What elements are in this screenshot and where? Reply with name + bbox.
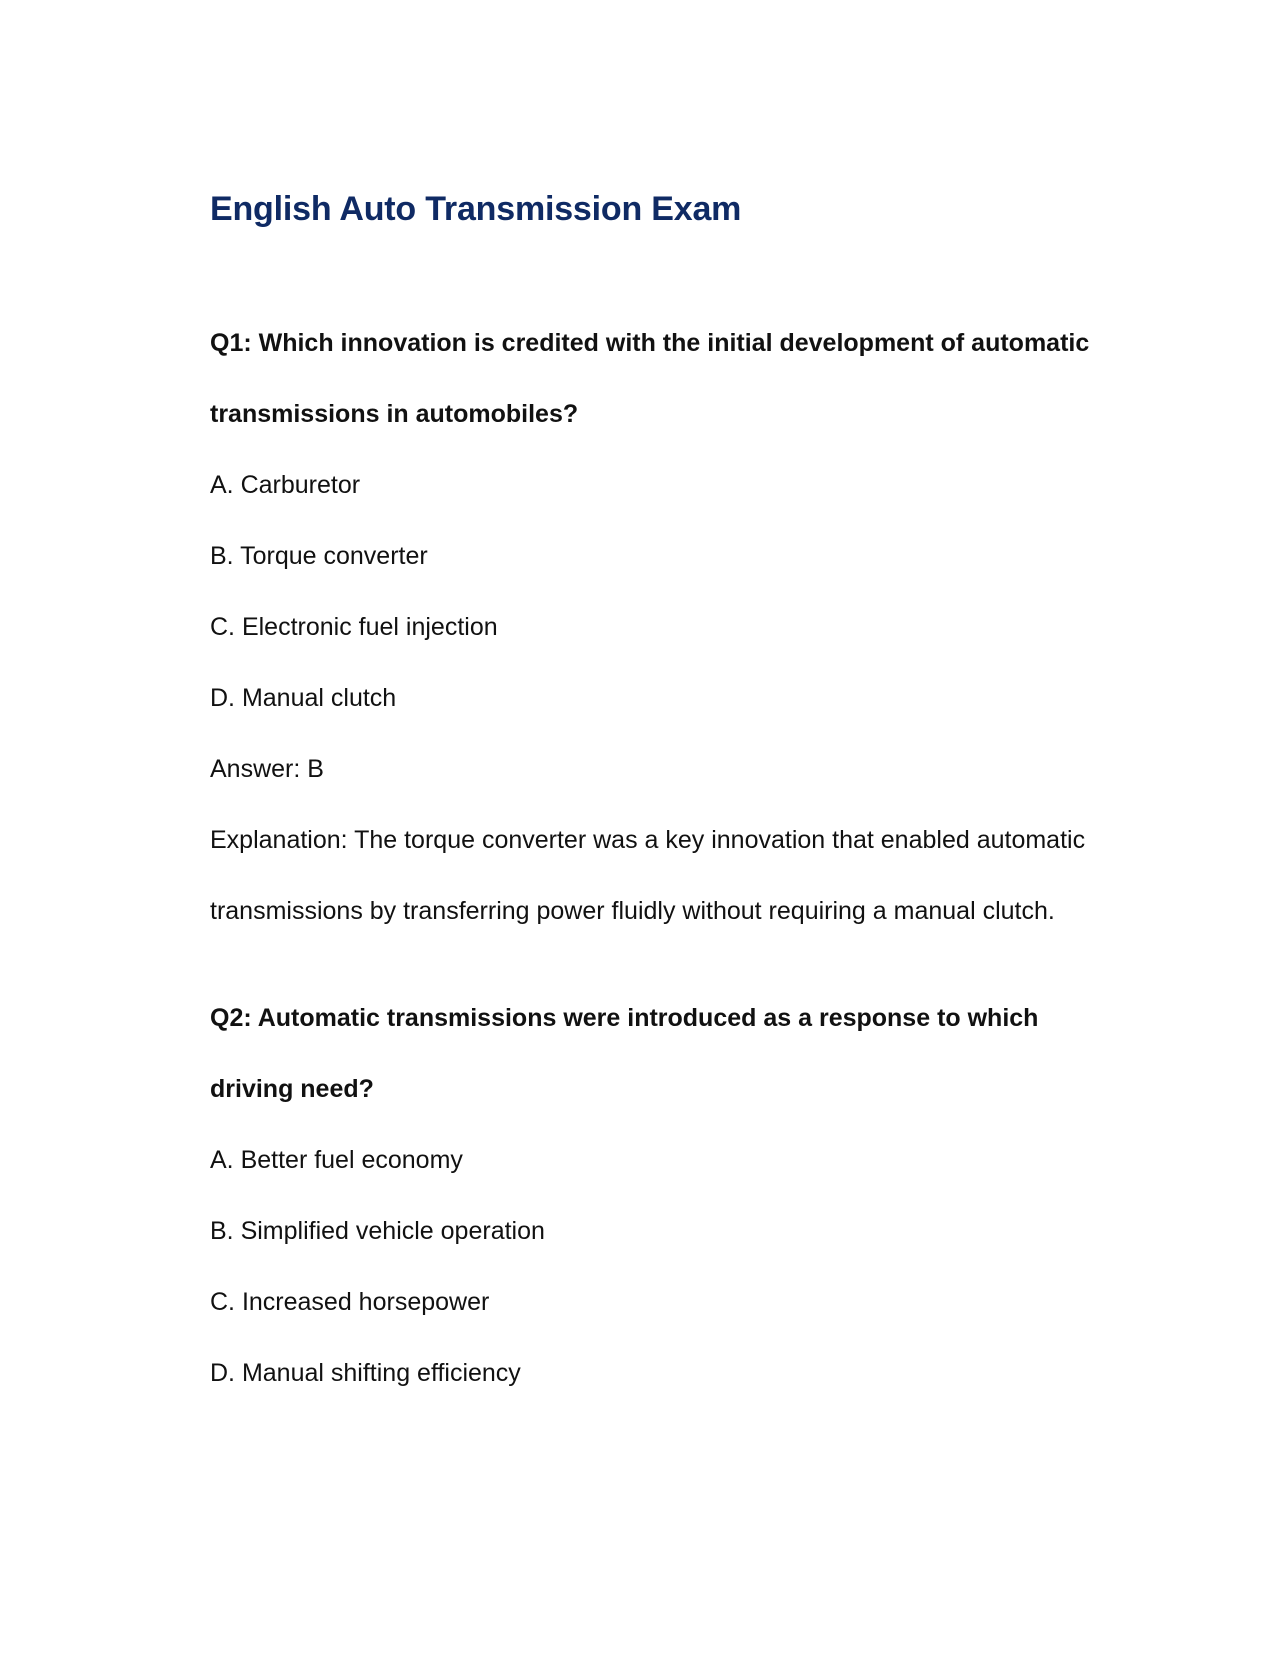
option-c: C. Increased horsepower [210, 1288, 490, 1316]
document-title: English Auto Transmission Exam [210, 190, 742, 228]
option-b: B. Torque converter [210, 542, 428, 570]
explanation-text: Explanation: The torque converter was a key innovation that enabled automatic transmissions by transferring power fluidly without requiring a manual clutch. [210, 826, 1086, 925]
answer-text: Answer: B [210, 755, 324, 783]
option-c: C. Electronic fuel injection [210, 613, 498, 641]
question-text: Q2: Automatic transmissions were introduced as a response to which driving need? [210, 1004, 1039, 1103]
question-block-2 [210, 983, 1090, 1409]
question-block-1 [210, 308, 1090, 947]
option-d: D. Manual clutch [210, 684, 397, 712]
option-a: A. Carburetor [210, 471, 361, 499]
question-text: Q1: Which innovation is credited with the initial development of automatic transmissions in automobiles? [210, 329, 1090, 428]
option-b: B. Simplified vehicle operation [210, 1217, 545, 1245]
option-a: A. Better fuel economy [210, 1146, 463, 1174]
option-d: D. Manual shifting efficiency [210, 1359, 521, 1387]
page-content [210, 186, 1090, 1409]
